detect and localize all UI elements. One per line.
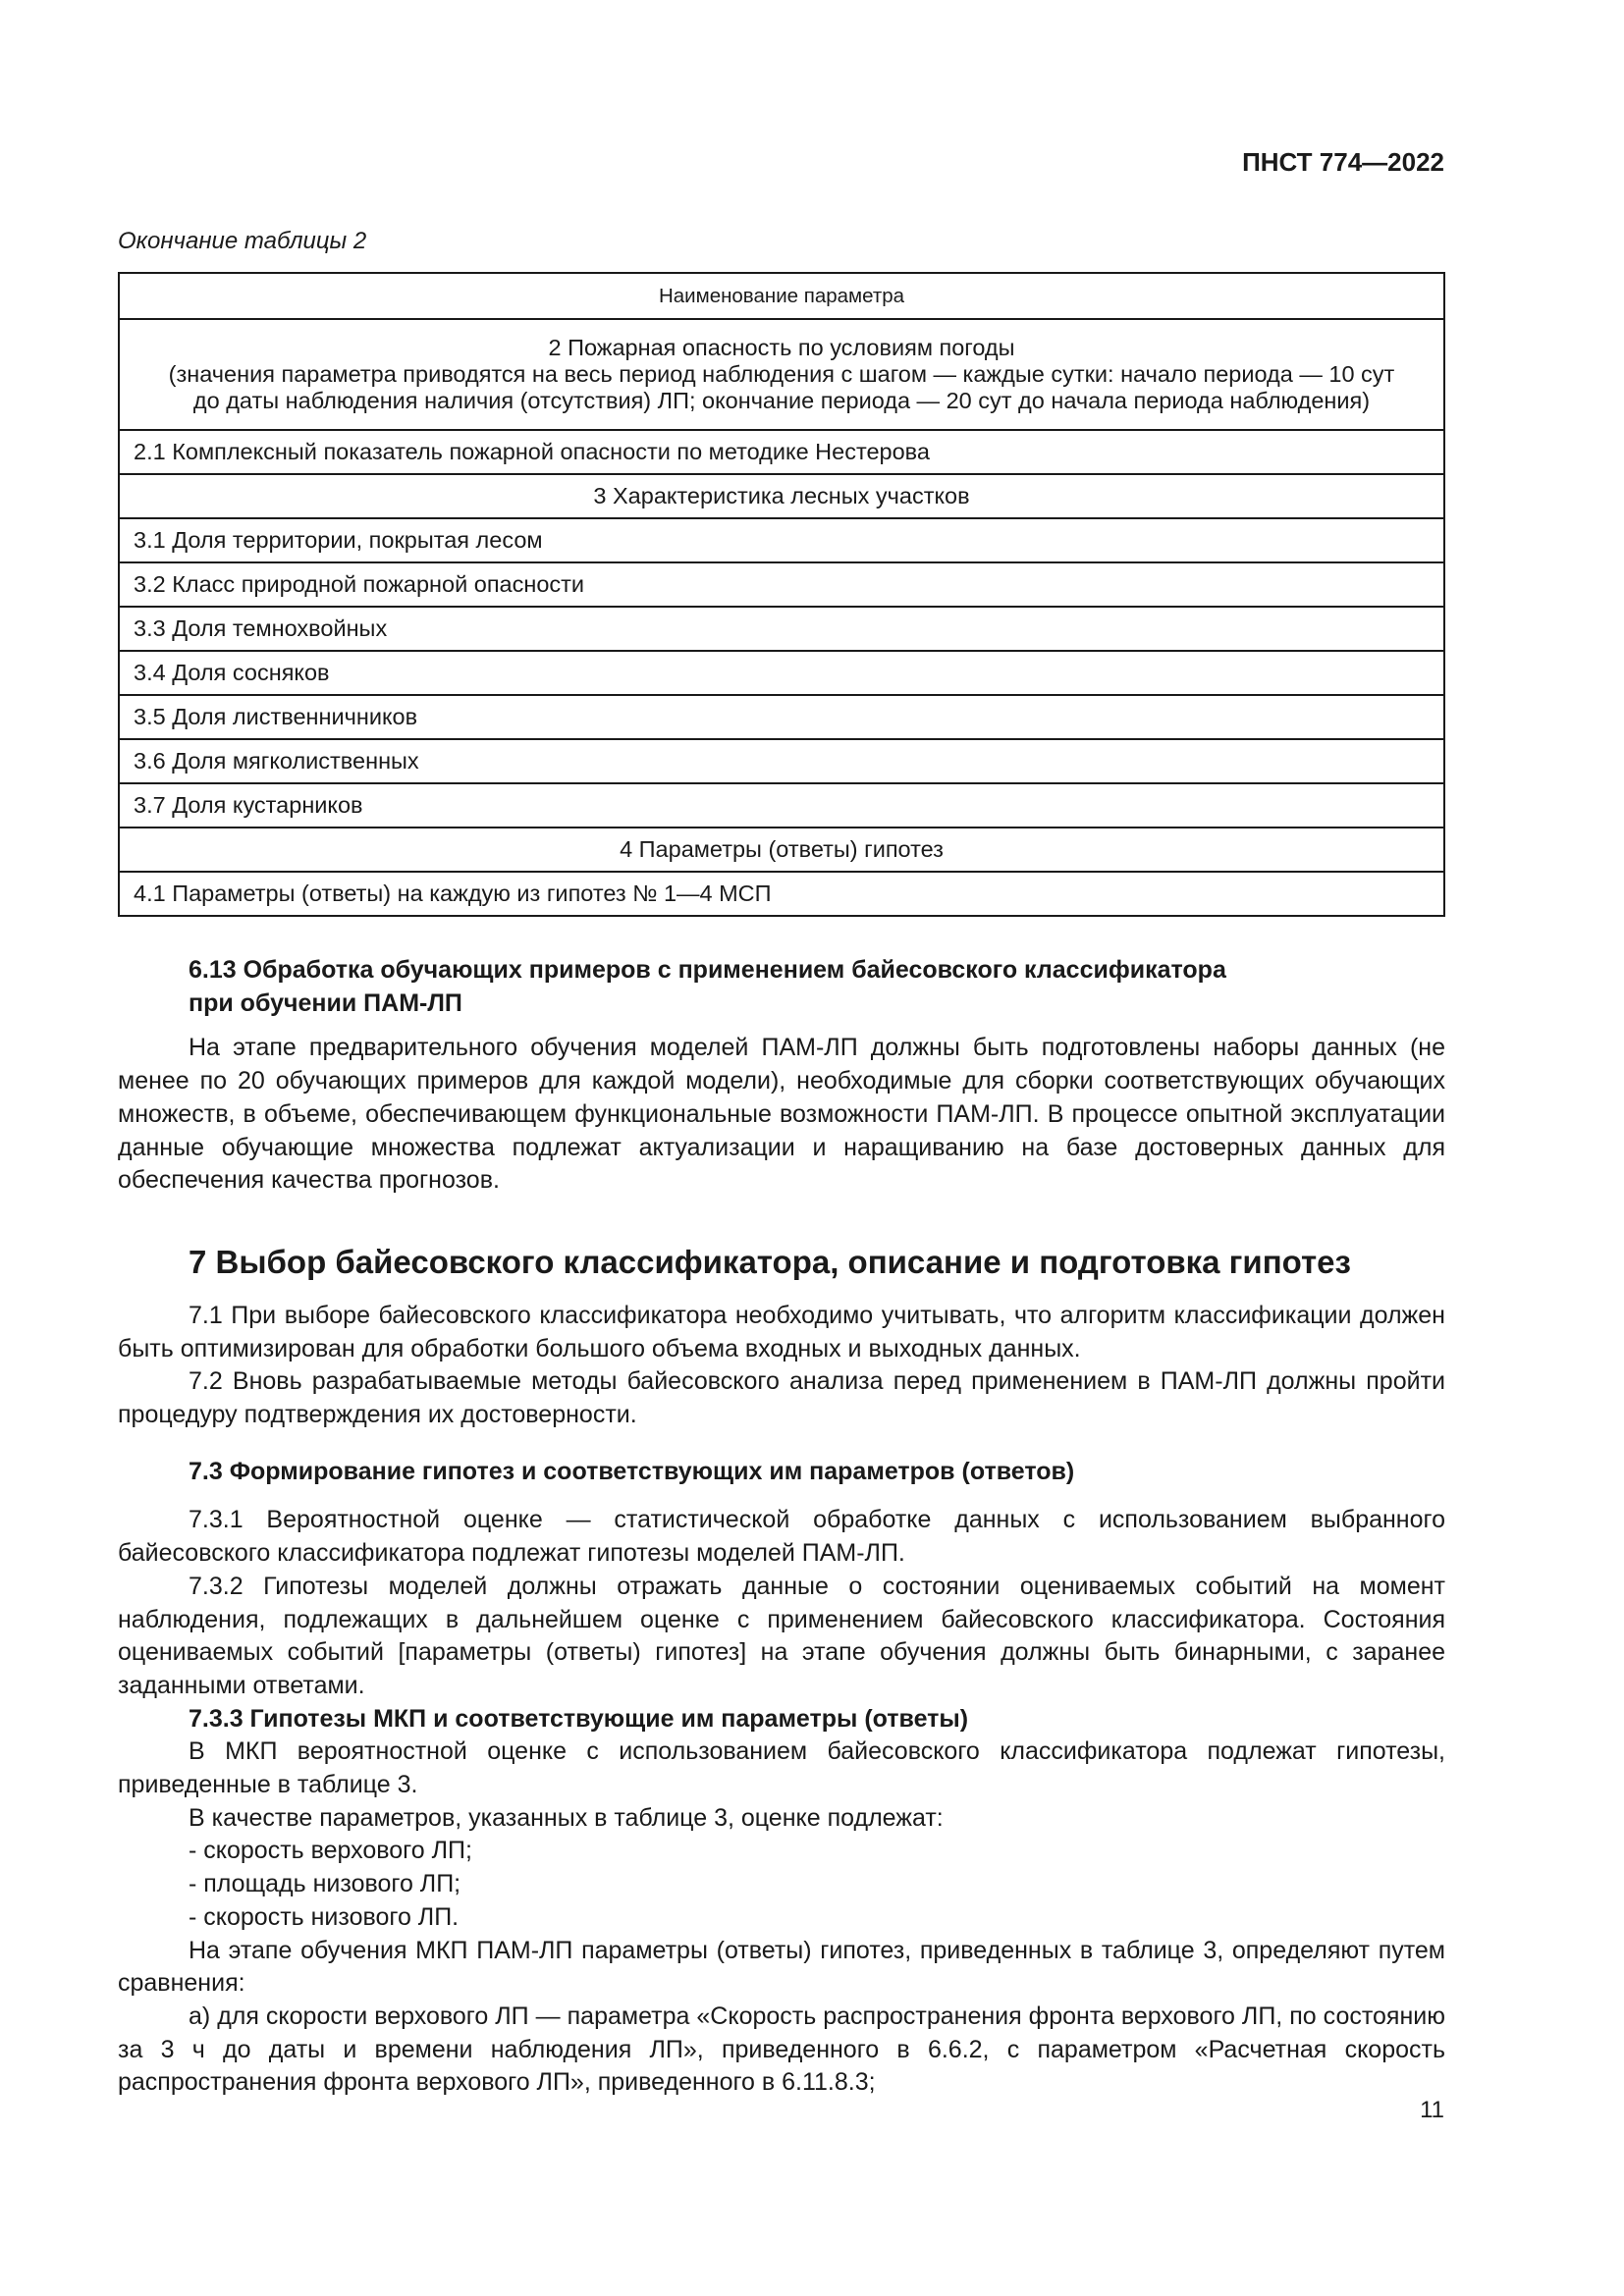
list-item: - скорость низового ЛП. [189,1902,460,1931]
table-row [119,607,1444,651]
heading-line: 6.13 Обработка обучающих примеров с применением байесовского классификатора [189,956,1226,984]
paragraph-7-3-3-params: В качестве параметров, указанных в таблице 3, оценке подлежат: [189,1803,944,1832]
paragraph-7-3-3-item-a: а) для скорости верхового ЛП — параметра «Скорость распространения фронта верхового ЛП, по состоянию за 3 ч до даты и времени наблюдения ЛП», приведенного в 6.6.2, с параметром «Расчетная скорость распространения фронта верхового ЛП», приведенного в 6.11.8.3; [118,2002,1445,2097]
table-cell: 3.5 Доля лиственничников [119,695,1444,739]
table-row [119,651,1444,695]
section-7-3-heading: 7.3 Формирование гипотез и соответствующих им параметров (ответов) [189,1457,1075,1485]
table-row [119,562,1444,607]
list-item: - площадь низового ЛП; [189,1870,461,1898]
table-cell: 3.6 Доля мягколиственных [119,739,1444,783]
table-cell: 3.7 Доля кустарников [119,783,1444,828]
paragraph-7-3-2: 7.3.2 Гипотезы моделей должны отражать данные о состоянии оцениваемых событий на момент наблюдения, подлежащих в дальнейшем оценке с применением байесовского классификатора. Состояния оцениваемых событий [параметры (ответы) гипотез] на этапе обучения должны быть бинарными, с заранее заданными ответами. [118,1572,1445,1699]
table-caption: Окончание таблицы 2 [118,228,367,254]
table-header-row [119,273,1444,319]
list-item: - скорость верхового ЛП; [189,1837,472,1865]
parameters-table [118,272,1445,917]
table-row [119,430,1444,474]
table-section-row [119,319,1444,430]
section-6-13-heading [118,954,1445,1020]
table-cell: 3.1 Доля территории, покрытая лесом [119,518,1444,562]
body-text [118,954,1445,2100]
section-2-note-line: до даты наблюдения наличия (отсутствия) ЛП; окончание периода — 20 сут до начала периода наблюдения) [192,388,1371,413]
table-cell: 4.1 Параметры (ответы) на каждую из гипотез № 1—4 МСП [119,872,1444,916]
paragraph-7-2: 7.2 Вновь разрабатываемые методы байесовского анализа перед применением в ПАМ-ЛП должны пройти процедуру подтверждения их достоверности. [118,1367,1445,1429]
section-2-title: 2 Пожарная опасность по условиям погоды [548,335,1015,360]
table-cell: 2.1 Комплексный показатель пожарной опасности по методике Нестерова [119,430,1444,474]
document-code: ПНСТ 774—2022 [1242,147,1444,177]
table-row [119,739,1444,783]
table-row [119,695,1444,739]
table-row [119,872,1444,916]
table-cell: 3.3 Доля темнохвойных [119,607,1444,651]
table-section-row [119,474,1444,518]
heading-line: при обучении ПАМ-ЛП [189,988,462,1017]
table-cell: 3.4 Доля сосняков [119,651,1444,695]
section-2-note-line: (значения параметра приводятся на весь период наблюдения с шагом — каждые сутки: начало периода — 10 сут [168,361,1395,387]
table-section-row [119,828,1444,872]
table-row [119,518,1444,562]
section-3-cell: 3 Характеристика лесных участков [119,474,1444,518]
table-header-cell: Наименование параметра [119,273,1444,319]
table-row [119,783,1444,828]
section-6-13-paragraph: На этапе предварительного обучения моделей ПАМ-ЛП должны быть подготовлены наборы данных (не менее по 20 обучающих примеров для каждой модели), необходимые для сборки соответствующих обучающих множеств, в объеме, обеспечивающем функциональные возможности ПАМ-ЛП. В процессе опытной эксплуатации данные обучающие множества подлежат актуализации и наращиванию на базе достоверных данных для обеспечения качества прогнозов. [118,1034,1445,1195]
section-2-cell [119,319,1444,430]
paragraph-7-3-3-training: На этапе обучения МКП ПАМ-ЛП параметры (ответы) гипотез, приведенных в таблице 3, определяют путем сравнения: [118,1936,1445,1998]
paragraph-7-1: 7.1 При выборе байесовского классификатора необходимо учитывать, что алгоритм классификации должен быть оптимизирован для обработки большого объема входных и выходных данных. [118,1301,1445,1362]
page-number: 11 [1420,2097,1444,2123]
table-cell: 3.2 Класс природной пожарной опасности [119,562,1444,607]
section-7-heading: 7 Выбор байесовского классификатора, описание и подготовка гипотез [189,1243,1351,1280]
paragraph-7-3-3-intro: В МКП вероятностной оценке с использованием байесовского классификатора подлежат гипотезы, приведенные в таблице 3. [118,1737,1445,1799]
section-7-3-3-heading: 7.3.3 Гипотезы МКП и соответствующие им параметры (ответы) [189,1704,969,1733]
paragraph-7-3-1: 7.3.1 Вероятностной оценке — статистической обработке данных с использованием выбранного байесовского классификатора подлежат гипотезы моделей ПАМ-ЛП. [118,1506,1445,1568]
section-4-cell: 4 Параметры (ответы) гипотез [119,828,1444,872]
